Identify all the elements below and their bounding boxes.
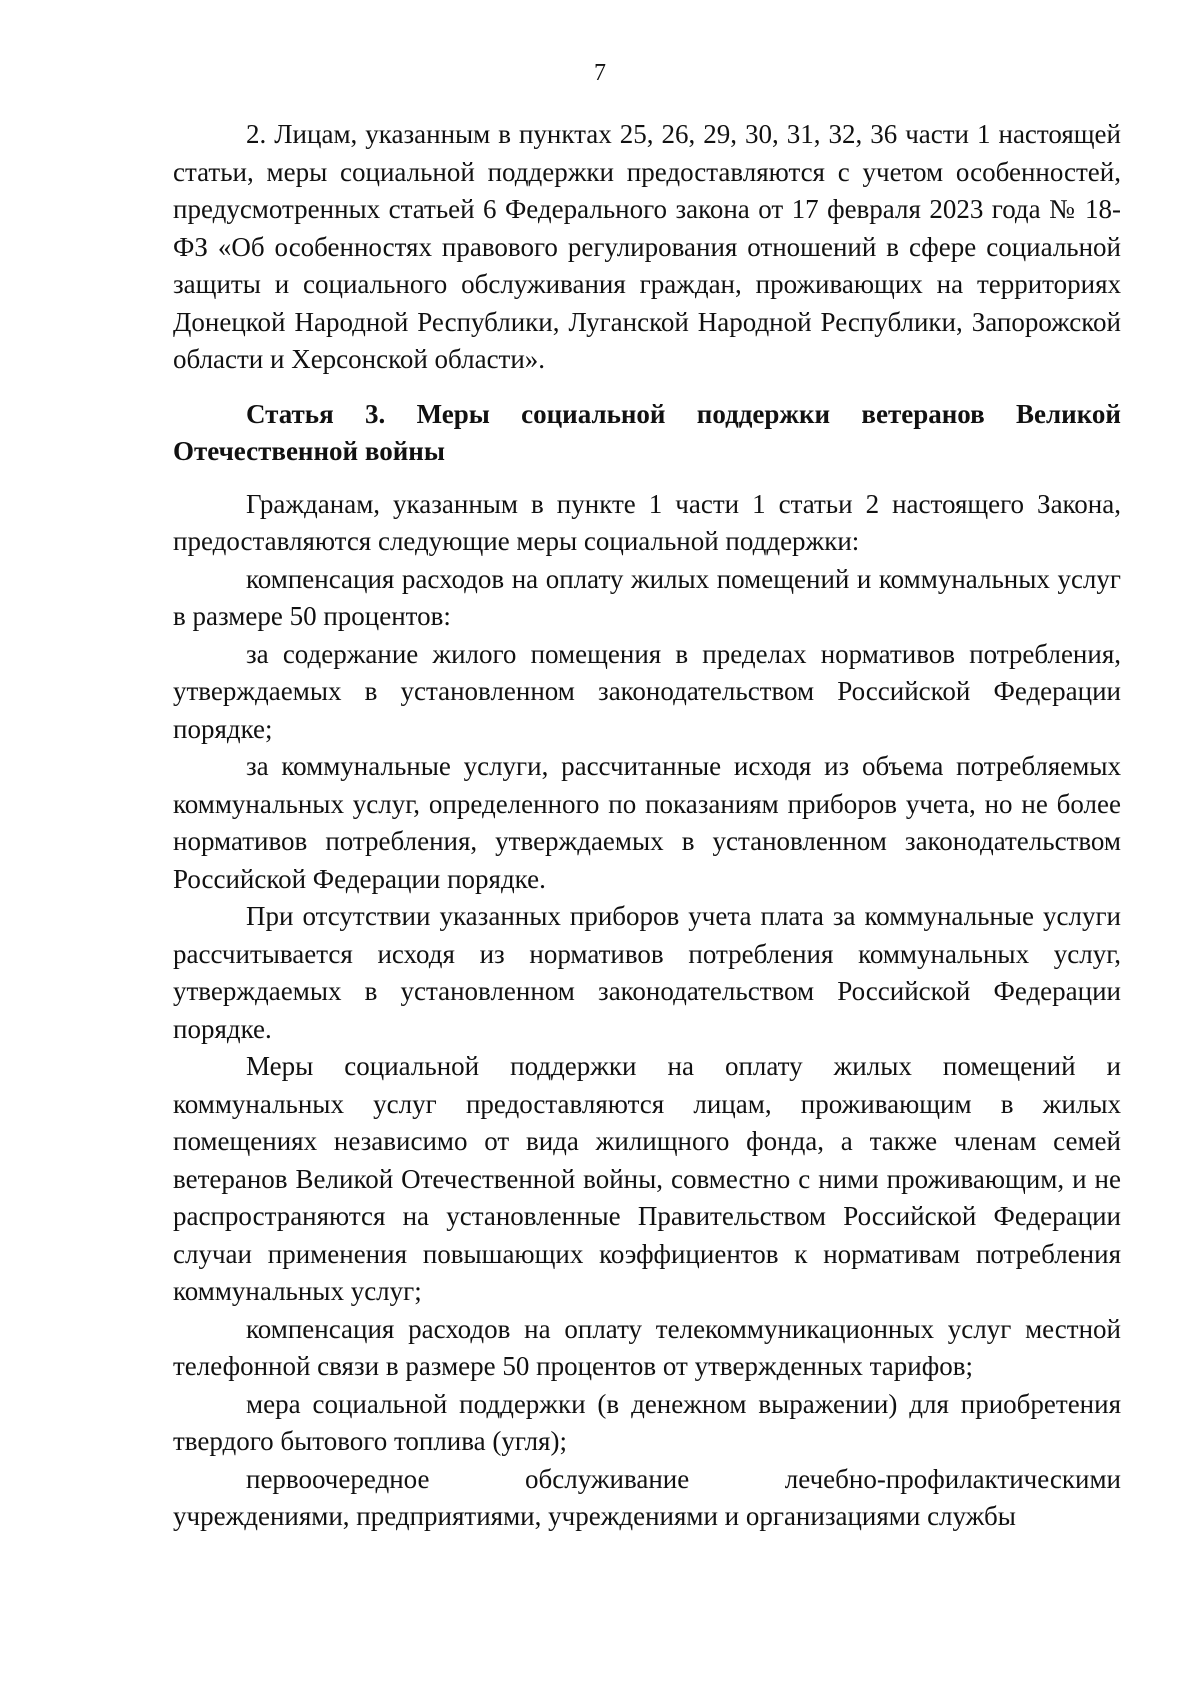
paragraph-part-2: 2. Лицам, указанным в пунктах 25, 26, 29, 30, 31, 32, 36 части 1 настоящей статьи, меры социальной поддержки предоставляются с учетом особенностей, предусмотренных статьей 6 Федерального закона от 17 февраля 2023 года № 18-ФЗ «Об особенностях правового регулирования отношений в сфере социальной защиты и социального обслуживания граждан, проживающих на территориях Донецкой Народной Республики, Луганской Народной Республики, Запорожской области и Херсонской области». [173,119,1121,374]
page-number: 7 [594,60,606,86]
paragraph-priority-service: первоочередное обслуживание лечебно-профилактическими учреждениями, предприятиями, учреждениями и организациями службы [173,1463,1121,1531]
paragraph-no-meters: При отсутствии указанных приборов учета плата за коммунальные услуги рассчитывается исходя из нормативов потребления коммунальных услуг, утверждаемых в установленном законодательством Российской Федерации порядке. [173,901,1121,1044]
paragraph-utility-services: за коммунальные услуги, рассчитанные исходя из объема потребляемых коммунальных услуг, определенного по показаниям приборов учета, но не более нормативов потребления, утверждаемых в установленном законодательством Российской Федерации порядке. [173,751,1121,894]
document-body [173,116,1121,1536]
article-3-heading: Статья 3. Меры социальной поддержки ветеранов Великой Отечественной войны [173,398,1121,466]
paragraph-support-measures: Меры социальной поддержки на оплату жилых помещений и коммунальных услуг предоставляются лицам, проживающим в жилых помещениях независимо от вида жилищного фонда, а также членам семей ветеранов Великой Отечественной войны, совместно с ними проживающим, и не распространяются на установленные Правительством Российской Федерации случаи применения повышающих коэффициентов к нормативам потребления коммунальных услуг; [173,1051,1121,1306]
paragraph-telecom-compensation: компенсация расходов на оплату телекоммуникационных услуг местной телефонной связи в размере 50 процентов от утвержденных тарифов; [173,1313,1121,1381]
paragraph-housing-maintenance: за содержание жилого помещения в пределах нормативов потребления, утверждаемых в установленном законодательством Российской Федерации порядке; [173,638,1121,744]
paragraph-housing-compensation: компенсация расходов на оплату жилых помещений и коммунальных услуг в размере 50 процентов: [173,563,1121,631]
paragraph-solid-fuel: мера социальной поддержки (в денежном выражении) для приобретения твердого бытового топлива (угля); [173,1388,1121,1456]
paragraph-citizens-intro: Гражданам, указанным в пункте 1 части 1 статьи 2 настоящего Закона, предоставляются следующие меры социальной поддержки: [173,488,1121,556]
